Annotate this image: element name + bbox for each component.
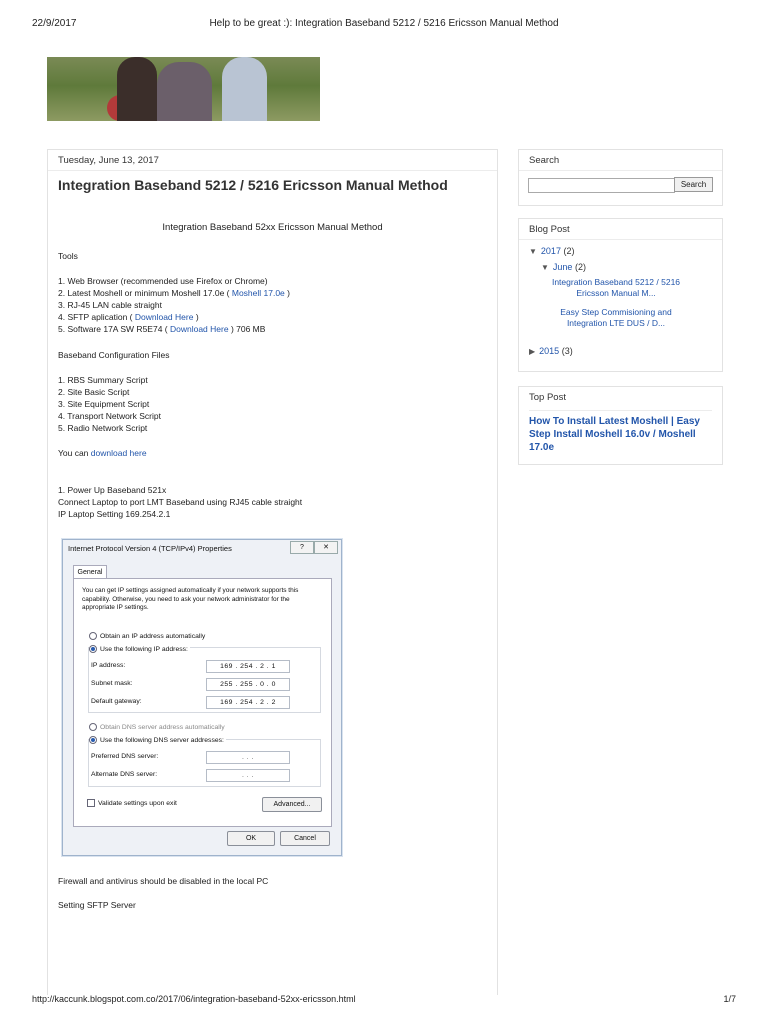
archive-count: (3) bbox=[561, 346, 573, 356]
divider bbox=[519, 170, 722, 171]
cancel-button: Cancel bbox=[280, 831, 330, 846]
post-subtitle: Integration Baseband 52xx Ericsson Manual Method bbox=[162, 222, 383, 233]
use-dns-radio bbox=[89, 736, 226, 744]
step-text: Connect Laptop to port LMT Baseband using RJ45 cable straight bbox=[58, 497, 303, 507]
preferred-dns-field: . . . bbox=[206, 751, 290, 764]
radio-label: Use the following IP address: bbox=[100, 645, 188, 653]
advanced-button: Advanced... bbox=[262, 797, 322, 812]
obtain-ip-radio bbox=[89, 632, 205, 640]
archive-post-link[interactable]: Integration Baseband 5212 / 5216 Ericsson Manual M... bbox=[551, 277, 681, 298]
checkbox-icon bbox=[87, 799, 95, 807]
archive-month-june[interactable] bbox=[541, 262, 586, 272]
ip-address-label: IP address: bbox=[91, 662, 126, 669]
tool-item bbox=[58, 300, 162, 310]
top-post-widget bbox=[518, 386, 723, 465]
print-date: 22/9/2017 bbox=[32, 18, 77, 29]
top-post-title: Top Post bbox=[529, 392, 566, 403]
radio-label: Use the following DNS server addresses: bbox=[100, 736, 224, 744]
archive-count: (2) bbox=[574, 262, 586, 272]
post-title[interactable]: Integration Baseband 5212 / 5216 Ericsson Manual Method bbox=[58, 177, 448, 193]
alternate-dns-label: Alternate DNS server: bbox=[91, 771, 158, 778]
step-text: IP Laptop Setting 169.254.2.1 bbox=[58, 509, 171, 519]
post-date: Tuesday, June 13, 2017 bbox=[58, 155, 159, 166]
archive-count: (2) bbox=[563, 246, 575, 256]
help-icon: ? bbox=[290, 541, 314, 554]
tool-item bbox=[58, 312, 199, 322]
obtain-dns-radio bbox=[89, 723, 225, 731]
archive-post-link[interactable]: Easy Step Commisioning and Integration LTE DUS / D... bbox=[560, 307, 672, 328]
archive-year-link[interactable]: 2017 bbox=[540, 246, 561, 256]
use-ip-radio bbox=[89, 645, 190, 653]
tool-text: ) bbox=[193, 312, 199, 322]
tool-text: ) 706 MB bbox=[228, 324, 266, 334]
dialog-intro: You can get IP settings assigned automatically if your network supports this capability. Otherwise, you need to ask your network administrator for the appropriate IP settings. bbox=[82, 587, 299, 611]
print-header bbox=[32, 18, 736, 32]
radio-label: Obtain DNS server address automatically bbox=[100, 723, 225, 731]
archive-year-2017[interactable] bbox=[529, 246, 574, 256]
post-paragraph: Firewall and antivirus should be disabled in the local PC bbox=[58, 876, 269, 886]
radio-icon bbox=[89, 723, 97, 731]
blog-archive-title: Blog Post bbox=[529, 224, 570, 235]
archive-month-link[interactable]: June bbox=[552, 262, 573, 272]
print-title: Help to be great :): Integration Baseband 5212 / 5216 Ericsson Manual Method bbox=[209, 18, 559, 29]
ok-button: OK bbox=[227, 831, 275, 846]
validate-checkbox bbox=[87, 799, 177, 807]
archive-year-link[interactable]: 2015 bbox=[539, 346, 560, 356]
radio-label: Obtain an IP address automatically bbox=[100, 632, 206, 640]
software-download-link[interactable]: Download Here bbox=[169, 324, 229, 334]
default-gateway-label: Default gateway: bbox=[91, 698, 142, 705]
banner-person-shape bbox=[157, 62, 212, 121]
tool-text: 5. Software 17A SW R5E74 ( bbox=[58, 324, 170, 334]
search-input[interactable] bbox=[528, 178, 675, 193]
tcpip-properties-dialog-image bbox=[62, 539, 342, 856]
config-file-item: 5. Radio Network Script bbox=[58, 423, 148, 433]
subnet-mask-label: Subnet mask: bbox=[91, 680, 133, 687]
tool-text: 1. Web Browser (recommended use Firefox or Chrome) bbox=[58, 276, 268, 286]
print-page-number: 1/7 bbox=[723, 994, 736, 1004]
blog-archive-widget bbox=[518, 218, 723, 372]
checkbox-label: Validate settings upon exit bbox=[98, 799, 177, 807]
config-file-item: 4. Transport Network Script bbox=[58, 411, 161, 421]
search-widget bbox=[518, 149, 723, 206]
post-paragraph: Setting SFTP Server bbox=[58, 900, 136, 910]
preferred-dns-label: Preferred DNS server: bbox=[91, 753, 159, 760]
config-heading: Baseband Configuration Files bbox=[58, 350, 170, 360]
ip-address-field: 169 . 254 . 2 . 1 bbox=[206, 660, 290, 673]
close-icon: ✕ bbox=[314, 541, 338, 554]
divider bbox=[48, 170, 497, 171]
moshell-link[interactable]: Moshell 17.0e bbox=[231, 288, 285, 298]
search-button[interactable]: Search bbox=[674, 177, 713, 192]
sftp-download-link[interactable]: Download Here bbox=[134, 312, 194, 322]
banner-person-shape bbox=[117, 57, 157, 121]
dialog-panel bbox=[73, 578, 332, 827]
header-banner-image[interactable] bbox=[47, 57, 320, 121]
tool-text: 4. SFTP aplication ( bbox=[58, 312, 135, 322]
tool-item bbox=[58, 288, 290, 298]
expanded-triangle-icon[interactable]: ▼ bbox=[541, 263, 549, 272]
divider bbox=[519, 239, 722, 240]
tool-text: ) bbox=[284, 288, 290, 298]
step-text: 1. Power Up Baseband 521x bbox=[58, 485, 167, 495]
top-post-link[interactable]: How To Install Latest Moshell | Easy Step Install Moshell 16.0v / Moshell 17.0e bbox=[529, 416, 700, 453]
archive-year-2015[interactable] bbox=[529, 346, 573, 356]
search-widget-title: Search bbox=[529, 155, 560, 166]
tool-text: 2. Latest Moshell or minimum Moshell 17.0e ( bbox=[58, 288, 232, 298]
expanded-triangle-icon[interactable]: ▼ bbox=[529, 247, 537, 256]
alternate-dns-field: . . . bbox=[206, 769, 290, 782]
tool-text: 3. RJ-45 LAN cable straight bbox=[58, 300, 162, 310]
banner-person-shape bbox=[222, 57, 267, 121]
radio-selected-icon bbox=[89, 645, 97, 653]
radio-selected-icon bbox=[89, 736, 97, 744]
tool-item bbox=[58, 324, 265, 334]
subnet-mask-field: 255 . 255 . 0 . 0 bbox=[206, 678, 290, 691]
download-text: You can bbox=[58, 448, 91, 458]
tool-item bbox=[58, 276, 268, 286]
collapsed-triangle-icon[interactable]: ▶ bbox=[529, 347, 536, 356]
tab-general: General bbox=[73, 565, 107, 579]
post-container bbox=[47, 149, 498, 995]
config-file-item: 2. Site Basic Script bbox=[58, 387, 130, 397]
download-line bbox=[58, 448, 147, 458]
dialog-title: Internet Protocol Version 4 (TCP/IPv4) Properties bbox=[68, 544, 232, 553]
config-file-item: 1. RBS Summary Script bbox=[58, 375, 148, 385]
default-gateway-field: 169 . 254 . 2 . 2 bbox=[206, 696, 290, 709]
tools-heading: Tools bbox=[58, 251, 78, 261]
radio-icon bbox=[89, 632, 97, 640]
print-url: http://kaccunk.blogspot.com.co/2017/06/integration-baseband-52xx-ericsson.html bbox=[32, 994, 356, 1004]
config-file-item: 3. Site Equipment Script bbox=[58, 399, 150, 409]
config-download-link[interactable]: download here bbox=[90, 448, 147, 458]
divider bbox=[529, 410, 712, 411]
